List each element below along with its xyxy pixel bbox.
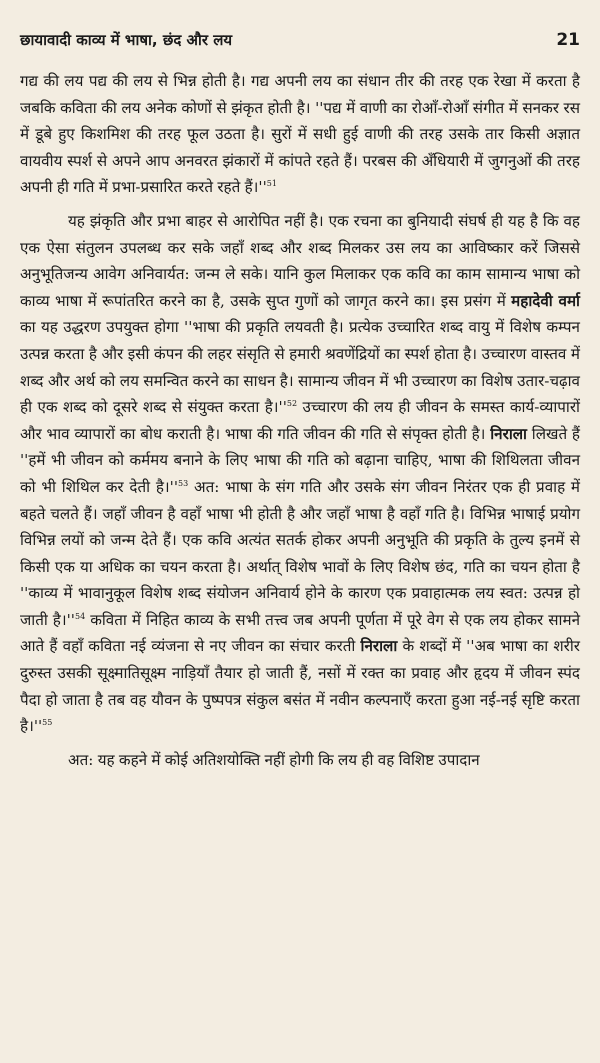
footnote-ref: 53 xyxy=(178,478,189,488)
emphasized-name: निराला xyxy=(360,637,398,656)
text-run: लिखते हैं ''हमें भी जीवन को कर्ममय बनाने के लिए भाषा की गति को बढ़ाना चाहिए, भाषा की शिथिलता जीवन को भी शिथिल कर देती है।'' xyxy=(20,424,580,496)
page-header xyxy=(20,30,580,68)
footnote-ref: 55 xyxy=(42,718,53,728)
paragraph-1 xyxy=(20,68,580,201)
text-run: उच्चारण की लय ही जीवन के समस्त कार्य-व्यापारों और भाव व्यापारों का बोध कराती है। भाषा की गति जीवन की गति से संपृक्त होती है। xyxy=(20,398,580,443)
footnote-ref: 51 xyxy=(266,179,277,189)
text-run: गद्य की लय पद्य की लय से भिन्न होती है। गद्य अपनी लय का संधान तीर की तरह एक रेखा में करता है जबकि कविता की लय अनेक कोणों से झंकृत होती है। ''पद्य में वाणी का रोआँ-रोआँ संगीत में सनकर रस में डूबे हुए किशमिश की तरह फूल उठता है। सुरों में सधी हुई वाणी की तरह उसके तार किसी अज्ञात वायवीय स्पर्श से अपने आप अनवरत झंकारों में कांपते रहते हैं। परबस की अँधियारी में जुगनुओं की तरह अपनी ही गति में प्रभा-प्रसारित करते रहते हैं।'' xyxy=(20,72,580,197)
footnote-ref: 52 xyxy=(286,399,298,409)
footnote-ref: 54 xyxy=(74,611,86,621)
text-run: कविता में निहित काव्य के सभी तत्त्व जब अपनी पूर्णता में पूरे वेग से एक लय होकर सामने आते हैं वहाँ कविता नई व्यंजना से नए जीवन का संचार करती xyxy=(20,610,580,656)
text-run: अत: यह कहने में कोई अतिशयोक्ति नहीं होगी कि लय ही वह विशिष्ट उपादान xyxy=(68,750,480,769)
paragraph-2 xyxy=(20,208,580,740)
text-run: का यह उद्धरण उपयुक्त होगा ''भाषा की प्रकृति लयवती है। प्रत्येक उच्चारित शब्द वायु में विशेष कम्पन उत्पन्न करता है और इसी कंपन की लहर संसृति से हमारी श्रवणेंद्रियों का स्पर्श होता है। उच्चारण वास्तव में शब्द और अर्थ को लय समन्वित करने का साधन है। सामान्य जीवन में भी उच्चारण का विशेष उतार-चढ़ाव ही एक शब्द को दूसरे शब्द से संयुक्त करता है।'' xyxy=(20,318,580,417)
text-run: अत: भाषा के संग गति और उसके संग जीवन निरंतर एक ही प्रवाह में बहते चलते हैं। जहाँ जीवन है वहाँ भाषा भी होती है और जहाँ भाषा है वहाँ गति है। विभिन्न भाषाई प्रयोग विभिन्न लयों को जन्म देते हैं। एक कवि अत्यंत सतर्क होकर अपनी अनुभूति की प्रकृति के तुल्य इनमें से किसी एक या अधिक का चयन करता है। अर्थात् विशेष भावों के लिए विशेष छंद, गति का चयन होता है ''काव्य में भावानुकूल विशेष शब्द संयोजन अनिवार्य होने के कारण एक प्रवाहात्मक लय स्वत: उत्पन्न हो जाती है।'' xyxy=(20,477,580,629)
paragraph-3 xyxy=(20,747,580,774)
emphasized-name: निराला xyxy=(490,424,527,443)
page-number: 21 xyxy=(556,30,580,50)
emphasized-name: महादेवी वर्मा xyxy=(511,291,580,310)
text-run: यह झंकृति और प्रभा बाहर से आरोपित नहीं है। एक रचना का बुनियादी संघर्ष ही यह है कि वह एक ऐसा संतुलन उपलब्ध कर सके जहाँ शब्द और शब्द मिलकर उस लय का आविष्कार करें जिससे अनुभूतिजन्य आवेग अनिवार्यत: जन्म ले सके। यानि कुल मिलाकर एक कवि का काम सामान्य भाषा को काव्य भाषा में रूपांतरित करने का है, उसके सुप्त गुणों को जागृत करने का। इस प्रसंग में xyxy=(20,211,580,310)
text-run: के शब्दों में ''अब भाषा का शरीर दुरुस्त उसकी सूक्ष्मातिसूक्ष्म नाड़ियाँ तैयार हो जाती हैं, नसों में रक्त का प्रवाह और हृदय में जीवन स्पंद पैदा हो जाता है तब वह यौवन के पुष्पपत्र संकुल बसंत में नवीन कल्पनाएँ करता हुआ नई-नई सृष्टि करता है।'' xyxy=(20,637,581,736)
running-head: छायावादी काव्य में भाषा, छंद और लय xyxy=(20,31,233,49)
